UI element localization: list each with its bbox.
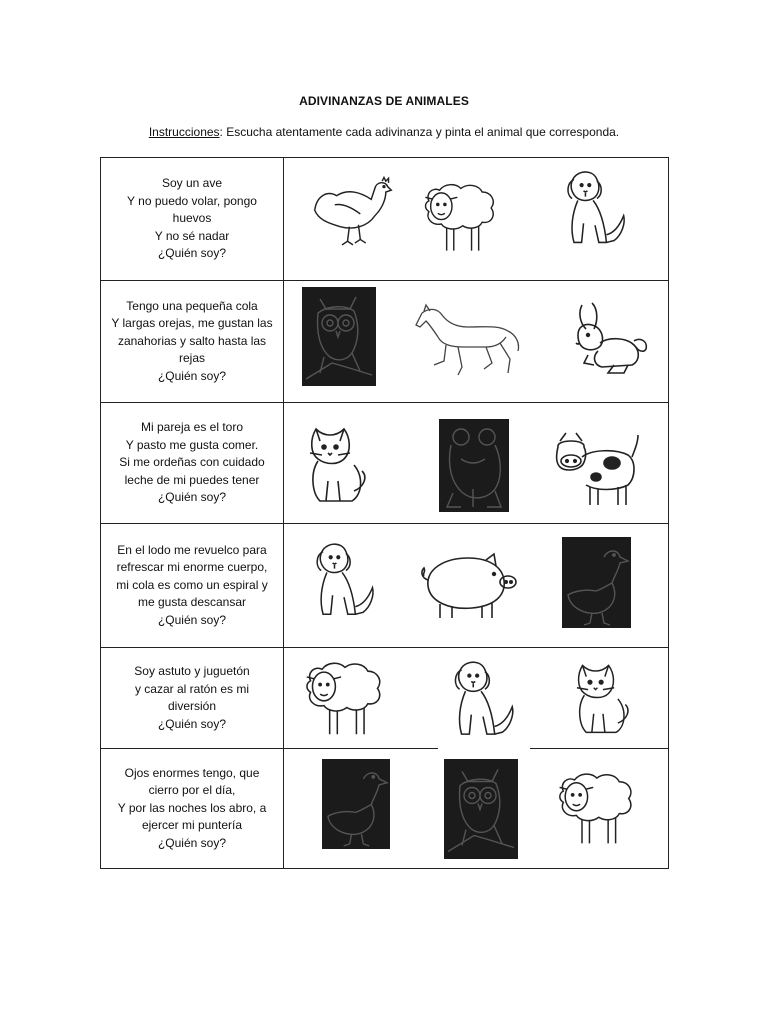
frog-image[interactable]: [439, 419, 509, 512]
riddle-line: cierro por el día,: [148, 783, 236, 798]
dog-image[interactable]: [306, 538, 382, 624]
riddle-line: Soy astuto y juguetón: [134, 664, 250, 678]
horse-image[interactable]: [412, 303, 524, 383]
instructions-label: Instrucciones: [148, 125, 220, 139]
dog-image[interactable]: [444, 656, 522, 744]
riddle-line: huevos: [172, 211, 212, 226]
animal-choices-cell: [284, 281, 669, 403]
riddle-line: Ojos enormes tengo, que: [124, 765, 260, 780]
riddle-line: y cazar al ratón es mi: [134, 681, 250, 696]
animal-choices-cell: [284, 749, 669, 869]
riddle-text-cell: [101, 749, 284, 869]
riddle-line: Mi pareja es el toro: [140, 420, 244, 435]
riddle-line: Y no puedo volar, pongo: [127, 193, 257, 208]
riddle-line: ¿Quién soy?: [157, 368, 227, 383]
riddle-line: ¿Quién soy?: [157, 246, 227, 261]
riddle-text-cell: [101, 281, 284, 403]
riddle-line: ¿Quién soy?: [157, 835, 227, 850]
riddle-line: refrescar mi enorme cuerpo,: [116, 560, 268, 575]
riddle-line: zanahorias y salto hasta las: [117, 333, 267, 348]
riddle-text-cell: [101, 158, 284, 281]
cat-image[interactable]: [569, 658, 637, 738]
riddle-row-owl: [101, 749, 669, 869]
riddle-text-cell: [101, 524, 284, 648]
animal-choices-cell: [284, 524, 669, 648]
riddle-row-rabbit: [101, 281, 669, 403]
cat-image[interactable]: [304, 421, 372, 507]
dog-image[interactable]: [556, 166, 634, 252]
border-gap: [438, 746, 530, 749]
riddle-line: ¿Quién soy?: [157, 716, 227, 731]
riddle-line: Y no sé nadar: [154, 228, 230, 243]
instructions-text: : Escucha atentamente cada adivinanza y pinta el animal que corresponda.: [219, 125, 620, 139]
riddle-row-hen: [101, 158, 669, 281]
riddle-line: rejas: [178, 351, 205, 366]
riddle-line: mi cola es como un espiral y: [116, 577, 268, 592]
hen-image[interactable]: [306, 172, 400, 254]
worksheet-title: ADIVINANZAS DE ANIMALES: [299, 94, 469, 108]
instructions: [0, 125, 768, 139]
riddle-line: ¿Quién soy?: [157, 612, 227, 627]
riddle-row-cat: [101, 648, 669, 749]
riddle-line: Y largas orejas, me gustan las: [111, 316, 273, 331]
riddle-line: Soy un ave: [161, 176, 223, 191]
owl-image[interactable]: [444, 759, 518, 859]
cow-image[interactable]: [552, 427, 642, 509]
sheep-image[interactable]: [298, 654, 390, 740]
animal-choices-cell: [284, 648, 669, 749]
sheep-image[interactable]: [554, 765, 638, 849]
duck-image[interactable]: [562, 537, 631, 628]
duck-image[interactable]: [322, 759, 390, 849]
riddle-row-pig: [101, 524, 669, 648]
riddle-line: En el lodo me revuelco para: [117, 542, 267, 557]
riddle-text-cell: [101, 403, 284, 524]
animal-choices-cell: [284, 403, 669, 524]
pig-image[interactable]: [416, 550, 520, 624]
riddle-line: diversión: [167, 699, 217, 713]
riddle-text-cell: [101, 648, 284, 749]
riddle-line: Y por las noches los abro, a: [117, 800, 267, 815]
riddle-table: [100, 157, 669, 869]
rabbit-image[interactable]: [568, 299, 652, 381]
riddle-row-cow: [101, 403, 669, 524]
riddle-line: leche de mi puedes tener: [124, 472, 260, 487]
owl-image[interactable]: [302, 287, 376, 386]
riddle-line: me gusta descansar: [137, 595, 247, 610]
riddle-line: ¿Quién soy?: [157, 490, 227, 505]
sheep-image[interactable]: [420, 173, 500, 259]
riddle-line: Tengo una pequeña cola: [126, 298, 258, 313]
riddle-line: ejercer mi puntería: [141, 818, 243, 833]
animal-choices-cell: [284, 158, 669, 281]
riddle-line: Si me ordeñas con cuidado: [119, 455, 265, 470]
riddle-line: Y pasto me gusta comer.: [125, 437, 259, 452]
